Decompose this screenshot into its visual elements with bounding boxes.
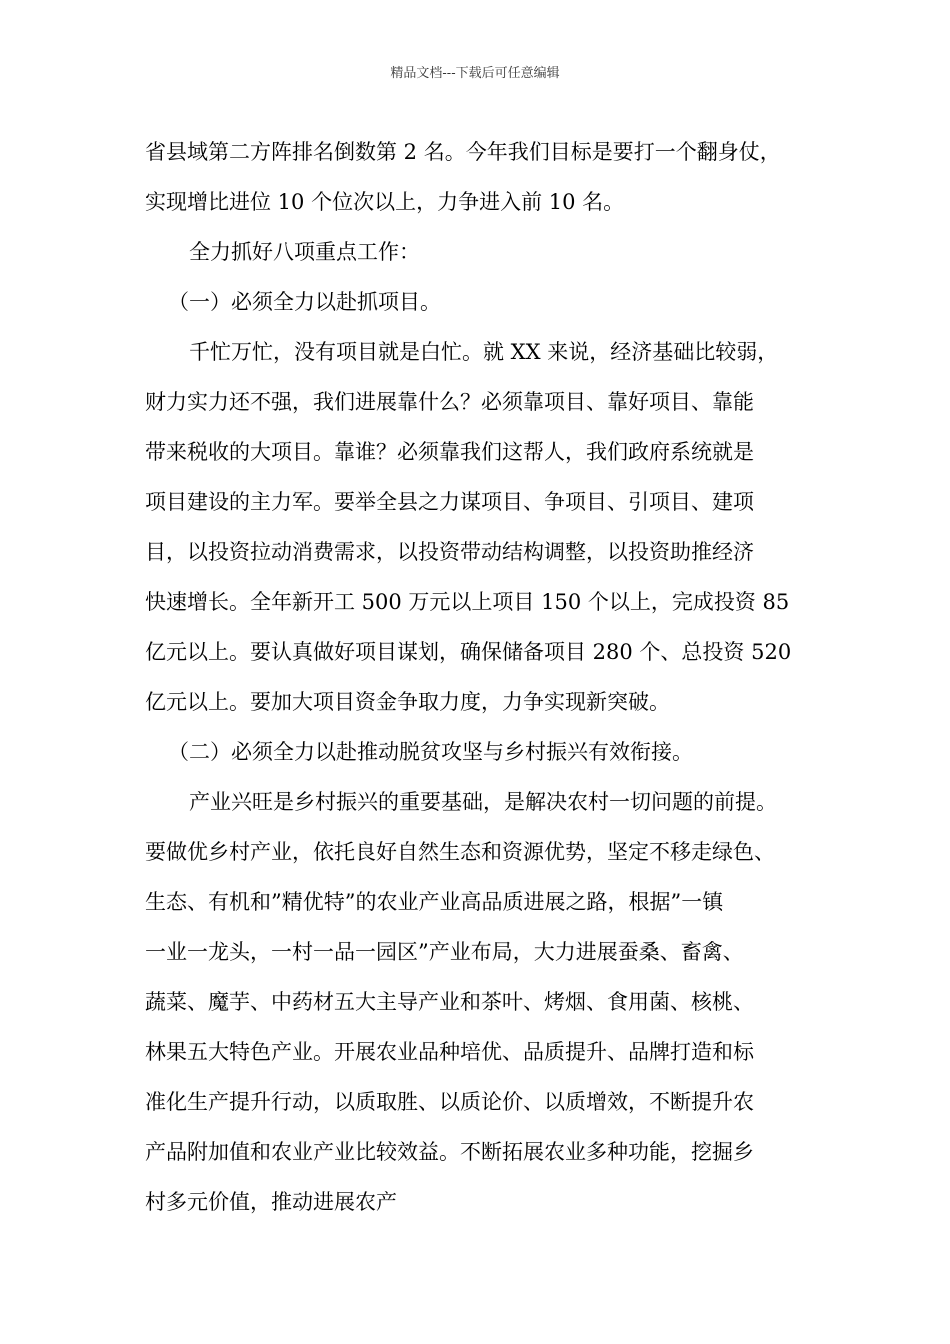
text-line-12: 亿元以上。要加大项目资金争取力度，力争实现新突破。: [145, 690, 670, 714]
text-line-18: 蔬菜、魔芋、中药材五大主导产业和茶叶、烤烟、食用菌、核桃、: [145, 990, 754, 1014]
text-line-1: 省县域第二方阵排名倒数第 2 名。今年我们目标是要打一个翻身仗，: [145, 140, 781, 164]
text-line-17: 一业一龙头，一村一品一园区”产业布局，大力进展蚕桑、畜禽、: [145, 940, 744, 964]
text-line-19: 林果五大特色产业。开展农业品种培优、品质提升、品牌打造和标: [145, 1040, 754, 1064]
text-line-6: 财力实力还不强，我们进展靠什么？必须靠项目、靠好项目、靠能: [145, 390, 754, 414]
text-line-9: 目，以投资拉动消费需求，以投资带动结构调整，以投资助推经济: [145, 540, 754, 564]
text-line-2: 实现增比进位 10 个位次以上，力争进入前 10 名。: [145, 190, 625, 214]
text-line-7: 带来税收的大项目。靠谁？必须靠我们这帮人，我们政府系统就是: [145, 440, 754, 464]
text-line-5: 千忙万忙，没有项目就是白忙。就 XX 来说，经济基础比较弱，: [189, 340, 779, 364]
text-line-10: 快速增长。全年新开工 500 万元以上项目 150 个以上，完成投资 85: [145, 590, 790, 614]
text-line-20: 准化生产提升行动，以质取胜、以质论价、以质增效，不断提升农: [145, 1090, 754, 1114]
text-line-15: 要做优乡村产业，依托良好自然生态和资源优势，坚定不移走绿色、: [145, 840, 775, 864]
text-line-14: 产业兴旺是乡村振兴的重要基础，是解决农村一切问题的前提。: [189, 790, 777, 814]
section-heading-1: （一）必须全力以赴抓项目。: [168, 290, 441, 314]
section-intro: 全力抓好八项重点工作：: [189, 240, 420, 264]
text-line-21: 产品附加值和农业产业比较效益。不断拓展农业多种功能，挖掘乡: [145, 1140, 754, 1164]
text-line-22: 村多元价值，推动进展农产: [145, 1190, 397, 1214]
section-heading-2: （二）必须全力以赴推动脱贫攻坚与乡村振兴有效衔接。: [168, 740, 693, 764]
document-body: [145, 127, 809, 1227]
text-line-8: 项目建设的主力军。要举全县之力谋项目、争项目、引项目、建项: [145, 490, 754, 514]
text-line-11: 亿元以上。要认真做好项目谋划，确保储备项目 280 个、总投资 520: [145, 640, 792, 664]
text-line-16: 生态、有机和”精优特”的农业产业高品质进展之路，根据”一镇: [145, 890, 724, 914]
page-header: 精品文档---下载后可任意编辑: [390, 66, 560, 81]
